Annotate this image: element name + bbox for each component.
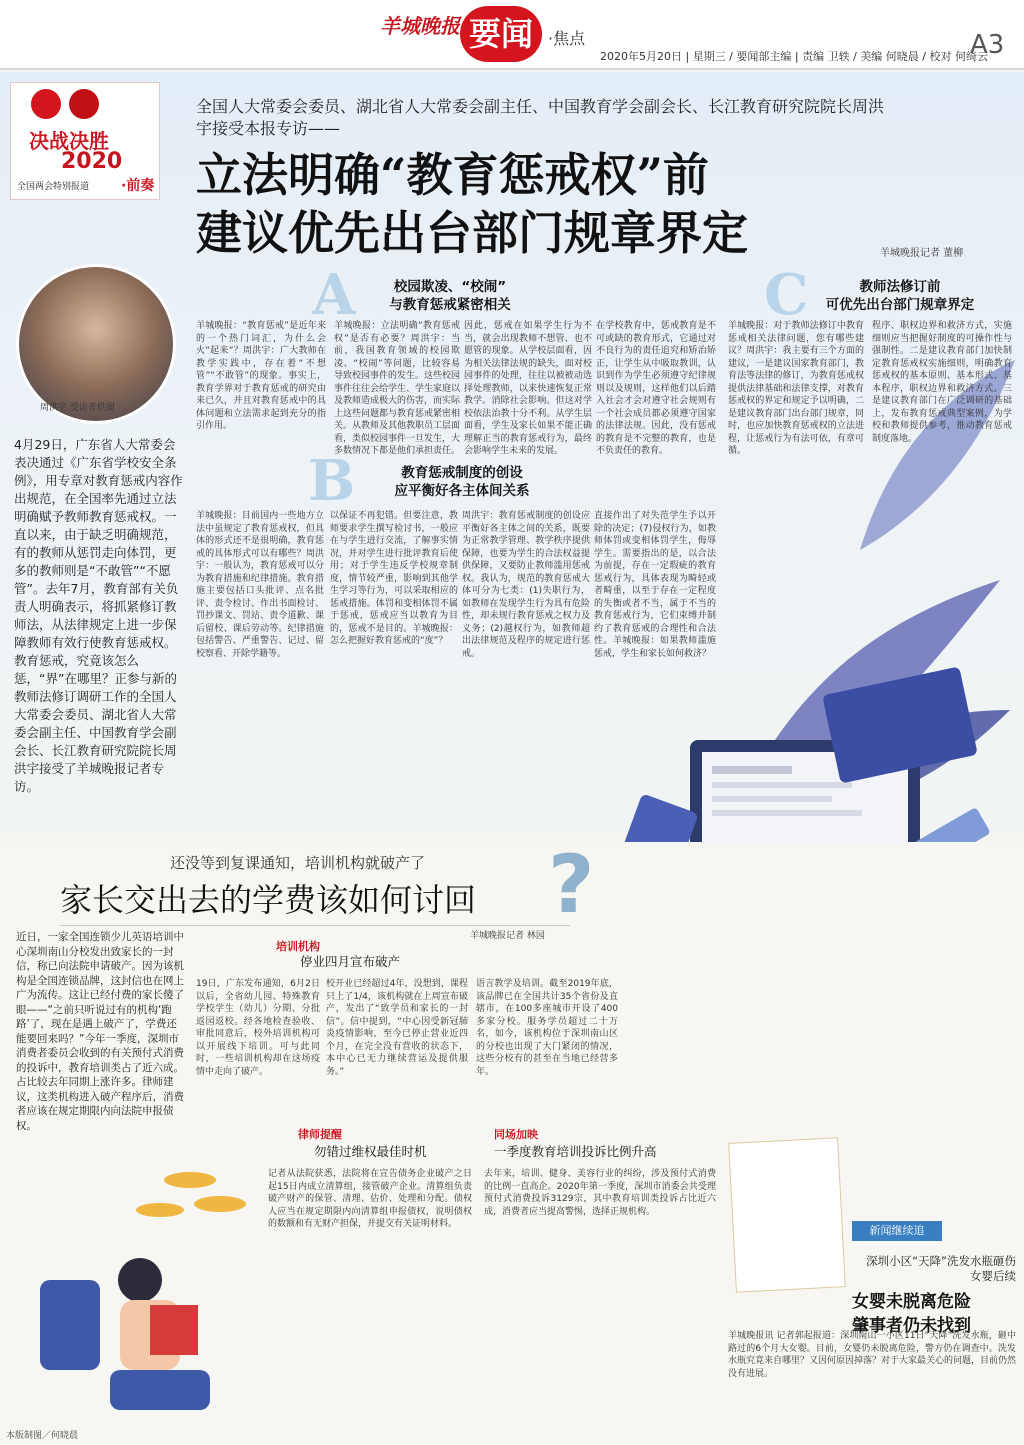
section-title-b <box>352 464 572 500</box>
section-letter: A <box>312 262 356 328</box>
second-article-lede: 近日，一家全国连锁少儿英语培训中心深圳南山分校发出致家长的一封信，称已向法院申请破产。因为该机构是全国连锁品牌，这封信也在网上广为流传。这让已经付费的家长傻了眼——“之前只听说过有的机构‘跑路’了，现在是遇上破产了，学费还能要回来吗？”今年一季度，深圳市消费者委员会收到的有关预付式消费的投诉中，教育培训类占了近六成。占比较去年同期上涨许多。律师建议，这类机构进入破产程序后，消费者应该在规定期限内向法院申报债权。 <box>16 931 184 1132</box>
section-title: 要闻 <box>460 6 542 62</box>
second-article-byline: 羊城晚报记者 林园 <box>470 931 545 941</box>
feature-kicker: 全国人大常委会委员、湖北省人大常委会副主任、中国教育学会副会长、长江教育研究院院长周洪宇接受本报专访—— <box>196 97 885 138</box>
article-column: 校开业已经超过4年，没想到，课程只上了1/4，该机构就在上周宣布破产，发出了“致学员和家长的一封信”。信中提到，“中心因受新冠肺炎疫情影响，至今已停止营业近四个月，在完全没有营收的状态下，本中心已无力继续营运及提供服务。” <box>326 979 468 1077</box>
newspaper-thumbnail <box>728 1137 846 1293</box>
emblem-icon <box>31 89 61 119</box>
section-title-line: 应平衡好各主体间关系 <box>394 483 530 499</box>
section-title-line: 教师法修订前 <box>859 279 941 295</box>
subhead-label: 同场加映 <box>494 1128 538 1141</box>
emblem-icon <box>69 89 99 119</box>
news-body: 羊城晚报讯 记者郭起报道：深圳南山一小区11日“天降”洗发水瓶，砸中路过的6个月大女婴。目前，女婴仍未脱离危险，警方仍在调查中。洗发水瓶究竟来自哪里？又因何原因掉落？对于大家最关心的问题，目前仍然没有进展。 <box>728 1331 1016 1379</box>
photo-caption: 周洪宇 受访者供图 <box>40 403 115 413</box>
section-title-line: 教育惩戒制度的创设 <box>401 465 523 481</box>
news-headline-line: 肇事者仍未找到 <box>852 1316 971 1336</box>
article-column: 去年来，培训、健身、美容行业的纠纷，涉及预付式消费的比例一直高企。2020年第一季度，深圳市消委会共受理预付式消费投诉3129宗，其中教育培训类投诉占比近六成，消费者应当提高警惕，选择正规机构。 <box>484 1169 716 1217</box>
section-subtitle: ·焦点 <box>548 29 586 48</box>
newspaper-logo: 羊城晚报 <box>380 14 460 38</box>
feature-byline: 羊城晚报记者 董柳 <box>880 248 964 259</box>
badge-line1: 决战决胜 <box>29 129 109 153</box>
article-column: 语言教学及培训。截至2019年底，该品牌已在全国共计35个省份及直辖市，在100多座城市开设了400多家分校。服务学员超过二十万名，如今，该机构位于深圳南山区的分校也出现了大门紧闭的情况，这些分校有的甚至在当地已经营多年。 <box>476 979 618 1077</box>
article-column: 在学校教育中，惩戒教育是不可或缺的教育形式，它通过对不良行为的责任追究和矫治矫正，让学生从中吸取教训，认识到作为学生必须遵守纪律规则以及规则，这样他们以后踏入社会才会对遵守社会规则有一个社会成员都必须遵守国家的法律法规。因此，没有惩戒的教育是不完整的教育，也是不负责任的教育。 <box>596 321 716 456</box>
section-title-line: 校园欺凌、“校闹” <box>393 279 507 295</box>
special-report-badge <box>10 82 160 200</box>
news-subtitle: 深圳小区“天降”洗发水瓶砸伤女婴后续 <box>866 1254 1016 1283</box>
article-column: 羊城晚报：“教育惩戒”是近年来的一个热门词汇，为什么会火“起来”？周洪宇：广大教师在教学实践中，存在着“不想管”“不敢管”的现象。事实上，教育学界对于教育惩戒的研究由来已久，并且对教育惩戒中的具体问题和立法需求起到充分的指引作用。 <box>196 321 326 431</box>
second-article-headline: 家长交出去的学费该如何讨回 <box>60 876 570 926</box>
subhead-title: 停业四月宣布破产 <box>300 954 401 969</box>
article-column: 羊城晚报：立法明确“教育惩戒权”是否有必要？周洪宇：当前，我国教育领域的校园欺凌、“校闹”等问题，比较容易导致校园事件的发生。这些校园事件往往会给学生、学生家庭以及教师造成极大的伤害，而实际上这些问题都与教育惩戒紧密相关。从教师及其他教职员工层面看，类似校园事件一旦发生，大多数情况下都是他们承担责任。 <box>334 321 460 456</box>
section-title-a <box>350 278 550 314</box>
reading-girl-illustration <box>20 1140 270 1430</box>
section-letter: C <box>764 262 809 328</box>
question-mark-icon: ? <box>548 838 595 931</box>
subhead-title: 勿错过维权最佳时机 <box>314 1144 427 1159</box>
feature-lede: 4月29日，广东省人大常委会表决通过《广东省学校安全条例》，用专章对教育惩戒内容作出规范，在全国率先通过立法明确赋予教师教育惩戒权。一直以来，由于缺乏明确规范，有的教师从惩罚走向体罚，更多的教师则是“不敢管”“不愿管”。去年7月，教育部有关负责人明确表示，将抓紧修订教师法，从法律规定上进一步保障教师有效行使教育惩戒权。教育惩戒，究竟该怎么惩，“界”在哪里？正参与新的教师法修订调研工作的全国人大常委会委员、湖北省人大常委会副主任、中国教育学会副会长、长江教育研究院院长周洪宇接受了羊城晚报记者专访。 <box>14 437 183 794</box>
headline-line2: 建议优先出台部门规章界定 <box>196 206 748 260</box>
badge-line2: 2020 <box>61 149 123 174</box>
article-column: 羊城晚报：目前国内一些地方立法中虽规定了教育惩戒权，但具体的形式还不是很明确，教育惩戒的具体形式可以有哪些？周洪宇：一般认为，教育惩戒可以分为教育措施和纪律措施。教育措施主要包括口头批评、点名批评、责令检讨、作出书面检讨、罚抄课文、罚站、责令道歉、课后留校、课后劳动等。纪律措施包括警告、严重警告、记过、留校察看、开除学籍等。 <box>196 511 324 659</box>
section-title-c <box>800 278 1000 314</box>
article-column: 周洪宇：教育惩戒制度的创设应平衡好各主体之间的关系，既要为正常教学管理、教学秩序提供保障，也要为学生的合法权益提供保障，又要防止教师滥用惩戒权。我认为，规范的教育惩戒大体可分为七类：(1)失职行为，如教师在发现学生行为具有危险性，却未规行教育惩戒之权力及义务；(2)越权行为，如教师超出法律规范及程序的规定进行惩戒。 <box>462 511 590 659</box>
masthead-meta: 2020年5月20日 | 星期三 / 要闻部主编 | 责编 卫轶 / 美编 何晓晨 / 校对 何绮云 <box>600 50 988 63</box>
badge-line3: 全国两会特别报道 <box>17 182 90 192</box>
subhead-label: 律师提醒 <box>298 1128 342 1141</box>
news-followup-tag: 新闻继续追 <box>852 1221 942 1241</box>
headline-line1: 立法明确“教育惩戒权”前 <box>196 148 709 202</box>
article-column: 因此，惩戒在如果学生行为不当，就会出现教师不想管、也不愿管的现象。从学校层面看，因为相关法律法规的缺失，面对校园事件的处理，往往以被被动选择处理教师，以来快速恢复正常教学。消除社会影响。但这对学校依法治教十分不利。从学生层面看，学生及家长如果不能正确理解正当的教育惩戒行为，最终会影响学生未来的发展。 <box>464 321 592 456</box>
subhead-label: 培训机构 <box>276 940 320 953</box>
article-column: 程序、职权边界和救济方式，实施细则应当把握好制度的可操作性与强制性。二是建议教育部门加快制定教育惩戒权实施细则，明确教育惩戒权的基本原则、基本形式、基本程序，职权边界和救济方式。三是建议教育部门在广泛调研的基础上，发布教育惩戒典型案例，为学校和教师提供参考，推动教育惩戒制度落地。 <box>872 321 1012 444</box>
section-title-line: 与教育惩戒紧密相关 <box>389 297 511 313</box>
second-article-kicker: 还没等到复课通知，培训机构就破产了 <box>170 854 426 872</box>
article-column: 羊城晚报：对于教师法修订中教育惩戒相关法律问题，您有哪些建议？周洪宇：我主要有三个方面的建议，一是建议国家教育部门，教育法等法律的修订，为教育惩戒权提供法律基础和法律支撑，对教育惩戒权的界定和规定予以明确，二是建议教育部门出台部门规章，同时，也应加快教育惩戒权的立法进程，让惩戒行为有法可依，有章可循。 <box>728 321 864 456</box>
article-column: 19日，广东发布通知，6月2日以后，全省幼儿园、特殊教育学校学生（幼儿）分期、分批返园返校。经各地检查验收、审批同意后，校外培训机构可以开展线下培训。可与此同时，一些培训机构却在这场疫情中走向了破产。 <box>196 979 320 1077</box>
feature-headline <box>196 146 896 262</box>
subhead-title: 一季度教育培训投诉比例升高 <box>494 1144 657 1159</box>
article-column: 以保证不再犯错。但要注意，教师要求学生撰写检讨书，一般应在与学生进行交流，了解事实情况，并对学生进行批评教育后使用；对于学生违反学校规章制度，情节较严重，影响到其他学生学习等行为，可以采取相应的惩戒措施。体罚和变相体罚不属于惩戒，惩戒应当以教育为目的，惩戒不是目的。羊城晚报：怎么把握好教育惩戒的“度”？ <box>330 511 458 646</box>
badge-line4: ·前奏 <box>121 178 155 194</box>
article-column: 记者从法院获悉，法院将在宣告债务企业破产之日起15日内成立清算组，接管破产企业。清算组负责破产财产的保管、清理、估价、处理和分配。债权人应当在规定期限内向清算组申报债权，说明债权的数额和有无财产担保，并提交有关证明材料。 <box>268 1169 472 1229</box>
section-letter: B <box>308 448 356 514</box>
footer-credit: 本版制图／何晓晨 <box>6 1431 79 1441</box>
news-headline-line: 女婴未脱离危险 <box>852 1292 971 1312</box>
article-column: 直接作出了对失范学生予以开除的决定；(7)侵权行为，如教师体罚或变相体罚学生，侮辱学生。需要指出的是，以合法为前提，存在一定瑕疵的教育惩戒行为，具体表现为畸轻或者畸重，以至于存在一定程度的失衡或者不当，属于不当的教育惩戒行为，它们束缚并制约了教育惩戒的合理性和合法性。羊城晚报：如果教师滥施惩戒，学生和家长如何救济？ <box>594 511 716 659</box>
page-number: A3 <box>970 30 1005 60</box>
section-title-line: 可优先出台部门规章界定 <box>825 297 975 313</box>
